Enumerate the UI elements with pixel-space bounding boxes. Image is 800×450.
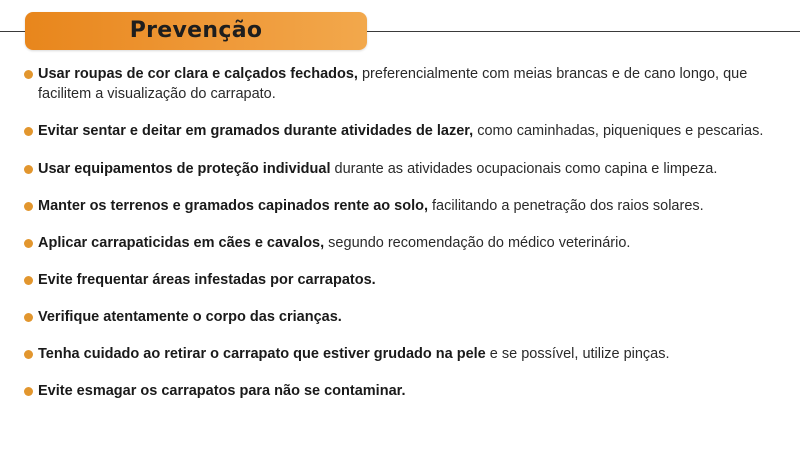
list-item [24, 64, 794, 104]
list-item-normal-text: facilitando a penetração dos raios solares. [428, 198, 704, 214]
list-item-text [38, 346, 670, 362]
bullet-dot-icon [24, 127, 33, 136]
list-item-bold-text: Evitar sentar e deitar em gramados durante atividades de lazer, [38, 123, 474, 139]
list-item-bold-text: Usar equipamentos de proteção individual [38, 161, 331, 177]
list-item-bold-text: Aplicar carrapaticidas em cães e cavalos, [38, 235, 325, 251]
list-item-bold-text: Verifique atentamente o corpo das crianças. [38, 309, 342, 325]
list-item-text [38, 121, 794, 141]
list-item-normal-text: durante as atividades ocupacionais como capina e limpeza. [330, 161, 718, 177]
list-item [24, 307, 794, 327]
list-item [24, 196, 794, 216]
bullet-dot-icon [24, 350, 33, 359]
list-item-normal-text: como caminhadas, piqueniques e pescarias. [473, 123, 764, 139]
list-item-bold-text: Evite esmagar os carrapatos para não se contaminar. [38, 383, 406, 399]
list-item [24, 121, 794, 141]
list-item-normal-text: preferencialmente com meias brancas e de cano longo, que facilitem a visualização do carrapato. [38, 66, 748, 102]
list-item-text [38, 161, 717, 177]
list-item-text [38, 64, 794, 104]
prevention-list [24, 64, 794, 401]
list-item-text [38, 309, 342, 325]
list-item-bold-text: Evite frequentar áreas infestadas por carrapatos. [38, 272, 376, 288]
bullet-dot-icon [24, 165, 33, 174]
list-item [24, 344, 794, 364]
list-item-text [38, 272, 376, 288]
list-item-normal-text: segundo recomendação do médico veterinário. [324, 235, 631, 251]
list-item [24, 270, 794, 290]
list-item-text [38, 383, 406, 399]
bullet-dot-icon [24, 313, 33, 322]
list-item [24, 159, 794, 179]
bullet-dot-icon [24, 387, 33, 396]
list-item-bold-text: Tenha cuidado ao retirar o carrapato que estiver grudado na pele [38, 346, 486, 362]
bullet-dot-icon [24, 70, 33, 79]
title-banner [25, 12, 367, 50]
bullet-dot-icon [24, 202, 33, 211]
list-item-bold-text: Manter os terrenos e gramados capinados rente ao solo, [38, 198, 428, 214]
list-item-normal-text: e se possível, utilize pinças. [485, 346, 670, 362]
bullet-dot-icon [24, 239, 33, 248]
list-item [24, 233, 794, 253]
page-title: Prevenção [129, 18, 263, 43]
bullet-dot-icon [24, 276, 33, 285]
list-item-text [38, 235, 630, 251]
list-item-bold-text: Usar roupas de cor clara e calçados fechados, [38, 66, 358, 82]
list-item [24, 381, 794, 401]
list-item-text [38, 198, 704, 214]
